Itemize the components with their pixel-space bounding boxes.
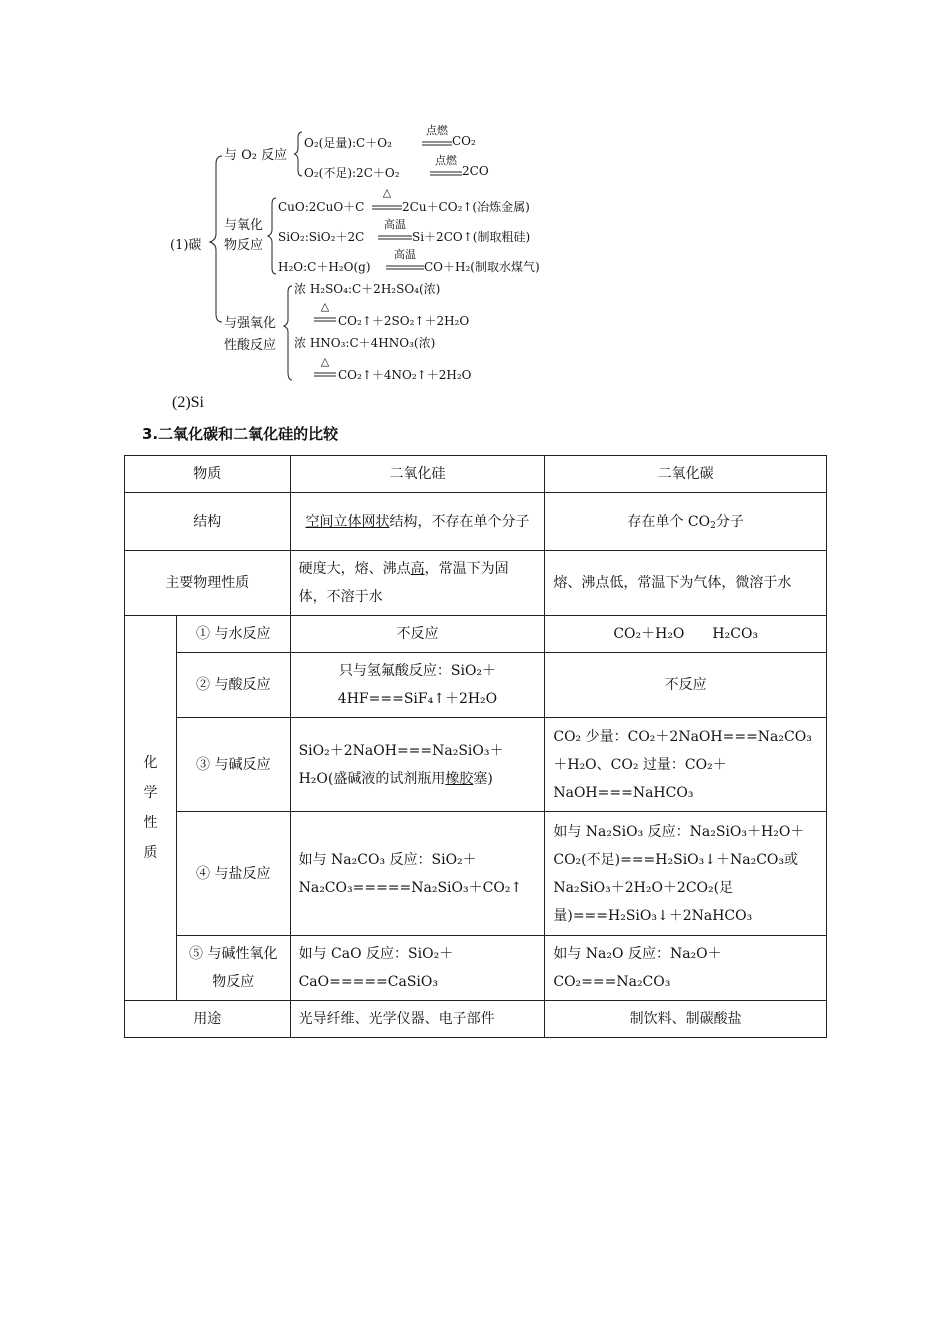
salt-sio2: 如与 Na₂CO₃ 反应：SiO₂＋Na₂CO₃=====Na₂SiO₃＋CO₂↑ [290,812,545,936]
oxide-branch-2: 物反应 [224,238,264,253]
use-co2: 制饮料、制碳酸盐 [545,1001,827,1038]
acid-branch-2: 性酸反应 [224,338,277,353]
structure-co2-text-a: 存在单个 CO [627,513,711,530]
row-label-acid: ② 与酸反应 [176,653,290,718]
physical-sio2-b: ，常温下为固体，不溶于水 [298,561,509,605]
comparison-table [124,455,827,1038]
structure-sio2-text: 结构，不存在单个分子 [389,513,530,530]
carbon-reaction-tree [170,118,590,388]
water-co2: CO₂＋H₂O H₂CO₃ [545,616,827,653]
basic-oxide-sio2: 如与 CaO 反应：SiO₂＋CaO=====CaSiO₃ [290,936,545,1001]
o2-lack-prod: 2CO [462,164,489,178]
header-sio2: 二氧化硅 [290,456,545,493]
sio2-prod: Si＋2CO↑(制取粗硅) [412,230,531,244]
cuo-reaction: CuO:2CuO＋C [278,200,365,214]
h2o-prod: CO＋H₂(制取水煤气) [424,260,540,274]
oxide-branch-1: 与氧化 [224,218,264,233]
o2-excess: O₂(足量):C＋O₂ [304,136,392,150]
o2-excess-cond: 点燃 [426,124,448,137]
o2-excess-prod: CO₂ [452,134,476,148]
base-sio2 [290,718,545,812]
physical-sio2 [290,551,545,616]
acid-co2: 不反应 [545,653,827,718]
cuo-cond: △ [382,186,392,199]
table-row [125,551,827,616]
row-label-water: ① 与水反应 [176,616,290,653]
underlined-text: 空间立体网状 [305,513,390,530]
section-heading: 3.二氧化碳和二氧化硅的比较 [142,425,339,443]
water-sio2: 不反应 [290,616,545,653]
row-label-structure: 结构 [125,493,291,551]
physical-sio2-a: 硬度大，熔、沸点 [298,561,411,577]
chem-label-text: 化学性质 [143,755,158,861]
table-row [125,1001,827,1038]
salt-co2: 如与 Na₂SiO₃ 反应：Na₂SiO₃＋H₂O＋CO₂(不足)===H₂SiO₃↓＋Na₂CO₃或Na₂SiO₃＋2H₂O＋2CO₂(足量)===H₂SiO₃↓＋2NaHCO₃ [545,812,827,936]
table-row [125,616,827,653]
physical-co2: 熔、沸点低，常温下为气体，微溶于水 [545,551,827,616]
base-sio2-b: 塞) [473,770,493,787]
underlined-text: 高 [410,561,425,577]
base-sio2-a: SiO₂＋2NaOH===Na₂SiO₃＋H₂O(盛碱液的试剂瓶用 [298,742,504,787]
underlined-text: 橡胶 [445,770,474,787]
chem-label [125,616,177,1001]
h2so4-cond: △ [320,300,330,313]
sio2-cond: 高温 [384,218,406,231]
acid-sio2: 只与氢氟酸反应：SiO₂＋4HF===SiF₄↑＋2H₂O [290,653,545,718]
h2so4-reaction: 浓 H₂SO₄:C＋2H₂SO₄(浓) [294,282,441,296]
hno3-reaction: 浓 HNO₃:C＋4HNO₃(浓) [294,336,436,350]
row-label-base: ③ 与碱反应 [176,718,290,812]
header-co2: 二氧化碳 [545,456,827,493]
structure-sio2 [290,493,545,551]
row-label-use: 用途 [125,1001,291,1038]
header-substance: 物质 [125,456,291,493]
hno3-prod: CO₂↑＋4NO₂↑＋2H₂O [338,368,472,382]
acid-branch-1: 与强氧化 [224,316,277,331]
hno3-cond: △ [320,355,330,368]
use-sio2: 光导纤维、光学仪器、电子部件 [290,1001,545,1038]
o2-lack: O₂(不足):2C＋O₂ [304,166,400,180]
table-row [125,653,827,718]
structure-co2: 存在单个 $CO_2$分子 [545,493,827,551]
sio2-reaction: SiO₂:SiO₂＋2C [278,230,365,244]
row-label-salt: ④ 与盐反应 [176,812,290,936]
h2o-cond: 高温 [394,248,416,261]
h2o-reaction: H₂O:C＋H₂O(g) [278,260,371,274]
h2so4-prod: CO₂↑＋2SO₂↑＋2H₂O [338,314,470,328]
row-label-basic-oxide: ⑤ 与碱性氧化物反应 [176,936,290,1001]
basic-oxide-co2: 如与 Na₂O 反应：Na₂O＋CO₂===Na₂CO₃ [545,936,827,1001]
table-row [125,456,827,493]
structure-co2-text-b: 分子 [715,513,744,530]
o2-lack-cond: 点燃 [435,154,457,167]
base-co2: CO₂ 少量：CO₂＋2NaOH===Na₂CO₃＋H₂O、CO₂ 过量：CO₂＋NaOH===NaHCO₃ [545,718,827,812]
table-row [125,718,827,812]
o2-branch: 与 O₂ 反应 [224,148,288,163]
table-row [125,812,827,936]
row-label-physical: 主要物理性质 [125,551,291,616]
table-row [125,493,827,551]
section-si: (2)Si [172,394,204,411]
table-row [125,936,827,1001]
cuo-prod: 2Cu＋CO₂↑(冶炼金属) [402,200,530,214]
tree-root: (1)碳 [170,238,202,253]
